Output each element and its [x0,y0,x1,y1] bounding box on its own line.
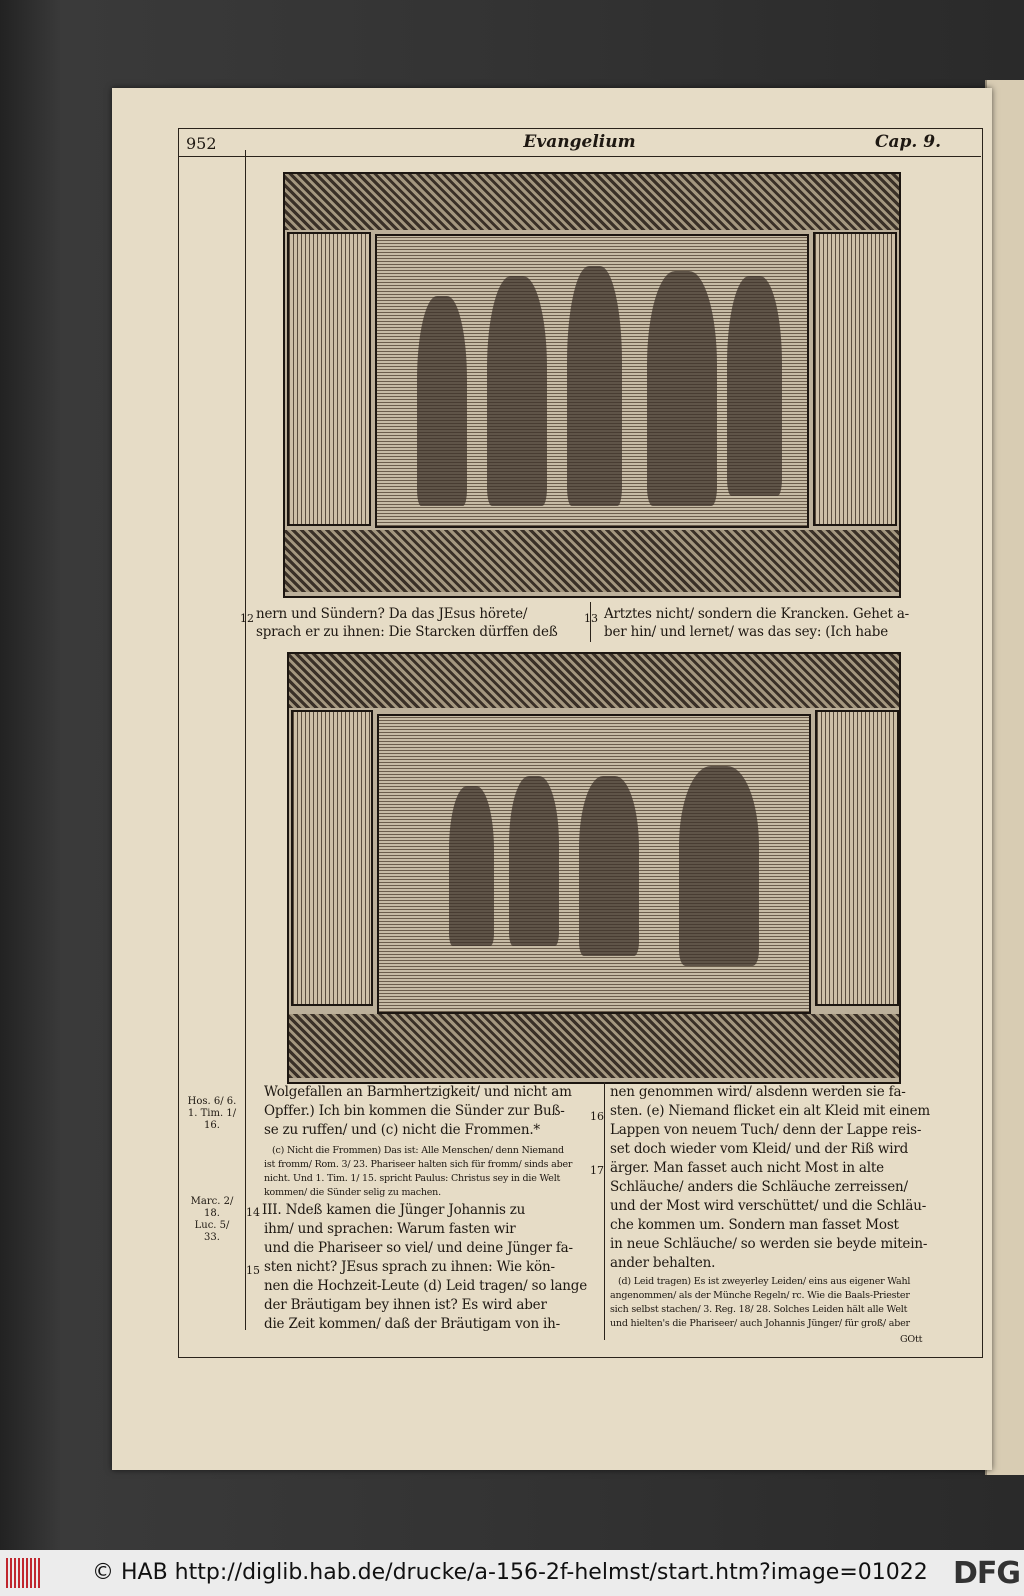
text-line: Wolgefallen an Barmhertzigkeit/ und nicht am [264,1084,572,1100]
footer-bar [0,1550,1024,1596]
text-line: ärger. Man fasset auch nicht Most in alte [610,1160,884,1176]
text-line: set doch wieder vom Kleid/ und der Riß wird [610,1141,909,1157]
footnote-line: ist fromm/ Rom. 3/ 23. Phariseer halten sich für fromm/ sinds aber [264,1159,573,1170]
verse-number: 15 [246,1264,260,1277]
dfg-logo: DFG [952,1556,1020,1591]
woodcut-right-pillar-priest [813,232,897,526]
text-line: der Bräutigam bey ihnen ist? Es wird aber [264,1297,547,1313]
margin-rule [245,150,246,1330]
text-line: nen die Hochzeit-Leute (d) Leid tragen/ so lange [264,1278,588,1294]
woodcut-top-frieze [289,654,899,708]
footnote-line: kommen/ die Sünder selig zu machen. [264,1187,441,1198]
text-line: che kommen um. Sondern man fasset Most [610,1217,899,1233]
woodcut-right-pillar-woman [815,710,899,1006]
text-line: III. Ndeß kamen die Jünger Johannis zu [262,1202,526,1218]
woodcut-illustration-top [283,172,901,598]
text-line: und die Phariseer so viel/ und deine Jünger fa- [264,1240,573,1256]
text-line: Schläuche/ anders die Schläuche zerreissen/ [610,1179,908,1195]
margin-reference: Marc. 2/ 18. Luc. 5/ 33. [190,1196,234,1243]
text-line: in neue Schläuche/ so werden sie beyde mitein- [610,1236,928,1252]
verse-number: 13 [584,612,598,625]
verse-number: 12 [240,612,254,625]
text-line: ihm/ und sprachen: Warum fasten wir [264,1221,516,1237]
footnote-line: (c) Nicht die Frommen) Das ist: Alle Menschen/ denn Niemand [272,1145,564,1156]
text-line: nen genommen wird/ alsdenn werden sie fa- [610,1084,906,1100]
woodcut-scene-banquet [377,714,811,1014]
text-line: Opffer.) Ich bin kommen die Sünder zur Buß- [264,1103,565,1119]
footnote-line: nicht. Und 1. Tim. 1/ 15. spricht Paulus: Christus sey in die Welt [264,1173,561,1184]
woodcut-left-pillar-woman [291,710,373,1006]
verse-number: 16 [590,1110,604,1123]
text-line: nern und Sündern? Da das JEsus hörete/ [256,606,528,622]
text-line: ber hin/ und lernet/ was das sey: (Ich habe [604,624,888,640]
text-line: ander behalten. [610,1255,716,1271]
woodcut-bottom-frieze [289,1014,899,1078]
verse-number: 14 [246,1206,260,1219]
text-line: sprach er zu ihnen: Die Starcken dürffen deß [256,624,558,640]
text-line: und der Most wird verschüttet/ und die Schläu- [610,1198,927,1214]
text-line: se zu ruffen/ und (c) nicht die Frommen.* [264,1122,540,1138]
text-line: sten. (e) Niemand flicket ein alt Kleid mit einem [610,1103,930,1119]
catchword: GOtt [900,1334,923,1345]
page-title: Evangelium [523,132,636,152]
text-line: Lappen von neuem Tuch/ denn der Lappe reis- [610,1122,922,1138]
woodcut-illustration-bottom [287,652,901,1084]
woodcut-scene-pharisees [375,234,809,528]
source-link[interactable]: © HAB http://diglib.hab.de/drucke/a-156-2f-helmst/start.htm?image=01022 [92,1560,928,1585]
footnote-line: sich selbst stachen/ 3. Reg. 18/ 28. Solches Leiden hält alle Welt [610,1304,908,1315]
woodcut-left-pillar-moses [287,232,371,526]
column-divider [604,1082,605,1340]
text-line: Artztes nicht/ sondern die Krancken. Gehet a- [604,606,910,622]
verse-number: 17 [590,1164,604,1177]
page-number: 952 [186,134,217,153]
text-line: sten nicht? JEsus sprach zu ihnen: Wie kön- [264,1259,555,1275]
footnote-line: und hielten's die Phariseer/ auch Johannis Jünger/ für groß/ aber [610,1318,910,1329]
text-line: die Zeit kommen/ daß der Bräutigam von ih- [264,1316,561,1332]
footnote-line: angenommen/ als der Münche Regeln/ rc. Wie die Baals-Priester [610,1290,910,1301]
woodcut-top-frieze [285,174,899,230]
running-header [178,130,981,157]
footnote-line: (d) Leid tragen) Es ist zweyerley Leiden/ eins aus eigener Wahl [618,1276,911,1287]
hab-logo-icon [6,1558,42,1588]
woodcut-bottom-frieze [285,530,899,592]
chapter-label: Cap. 9. [874,132,941,152]
margin-reference: Hos. 6/ 6. 1. Tim. 1/ 16. [187,1096,237,1131]
